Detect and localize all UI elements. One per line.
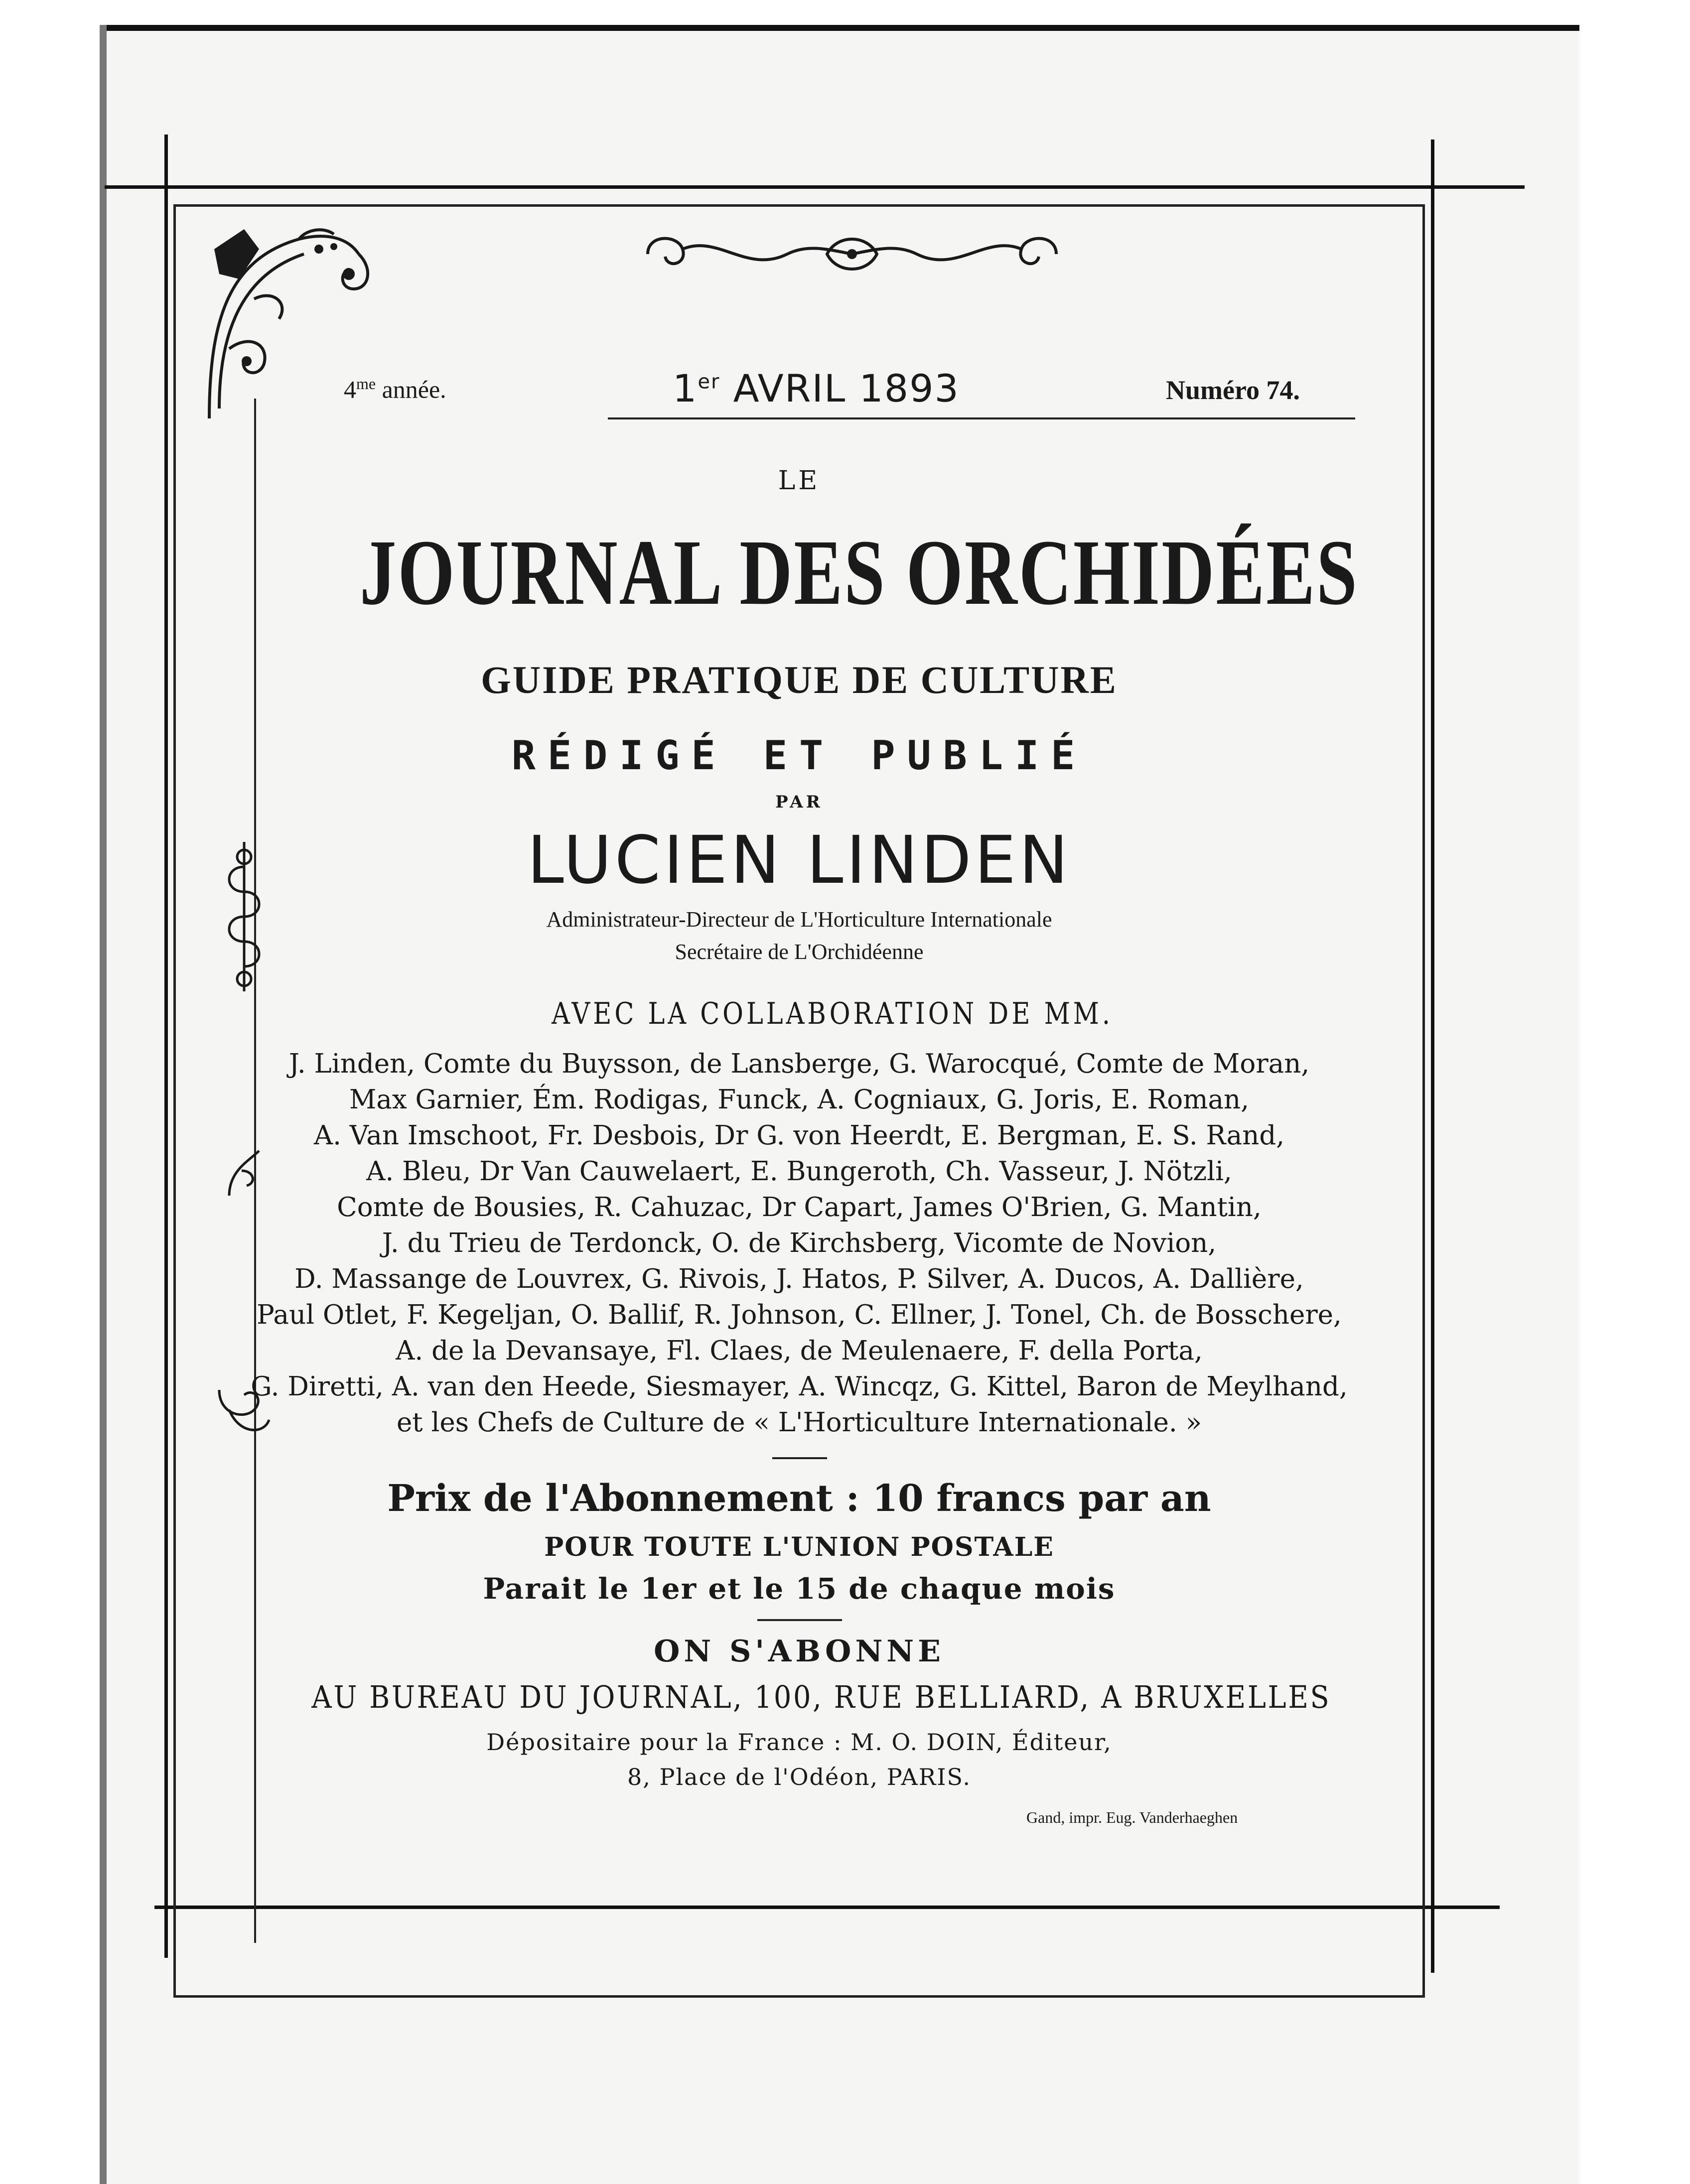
journal-subtitle: GUIDE PRATIQUE DE CULTURE [481, 658, 1118, 701]
collaboration-heading: AVEC LA COLLABORATION DE MM. [552, 996, 1114, 1031]
separator [772, 1457, 827, 1459]
left-rule [164, 135, 168, 1958]
collaborator-line: A. de la Devansaye, Fl. Claes, de Meulenaere, F. della Porta, [396, 1336, 1203, 1366]
paper-top-edge [100, 25, 1579, 31]
office-address: AU BUREAU DU JOURNAL, 100, RUE BELLIARD, A BRUXELLES [311, 1679, 1331, 1715]
author-role-1: Administrateur-Directeur de L'Horticulture Internationale [546, 907, 1052, 932]
collaborator-line: Max Garnier, Ém. Rodigas, Funck, A. Cogniaux, G. Joris, E. Roman, [349, 1085, 1250, 1115]
collaborator-line: D. Massange de Louvrex, G. Rivois, J. Hatos, P. Silver, A. Ducos, A. Dallière, [294, 1264, 1304, 1294]
header-rule [608, 417, 1355, 419]
journal-title: JOURNAL DES ORCHIDÉES [360, 520, 1359, 624]
title-article: LE [778, 466, 821, 496]
collaborator-line: A. Van Imschoot, Fr. Desbois, Dr G. von Heerdt, E. Bergman, E. S. Rand, [313, 1120, 1285, 1151]
collaborator-line: A. Bleu, Dr Van Cauwelaert, E. Bungeroth, Ch. Vasseur, J. Nötzli, [366, 1156, 1232, 1187]
depositary-address: 8, Place de l'Odéon, PARIS. [627, 1764, 972, 1790]
printer-credit: Gand, impr. Eug. Vanderhaeghen [1026, 1808, 1238, 1826]
author-name: LUCIEN LINDEN [527, 822, 1071, 899]
subscribe-heading: ON S'ABONNE [654, 1634, 945, 1669]
collaborator-line: Paul Otlet, F. Kegeljan, O. Ballif, R. Johnson, C. Ellner, J. Tonel, Ch. de Bosschere, [257, 1300, 1342, 1330]
subscription-price: Prix de l'Abonnement : 10 francs par an [387, 1477, 1211, 1520]
right-rule [1431, 139, 1434, 1973]
depositary-line: Dépositaire pour la France : M. O. DOIN, Éditeur, [486, 1729, 1112, 1756]
collaborator-line: J. du Trieu de Terdonck, O. de Kirchsberg, Vicomte de Novion, [382, 1228, 1217, 1258]
publication-frequency: Parait le 1er et le 15 de chaque mois [483, 1572, 1116, 1606]
collaborator-line: Comte de Bousies, R. Cahuzac, Dr Capart, James O'Brien, G. Mantin, [337, 1192, 1262, 1223]
paper-left-edge [100, 25, 107, 2184]
author-role-2: Secrétaire de L'Orchidéenne [675, 940, 924, 964]
collaborator-list [173, 1046, 1425, 1441]
year-label: $4^{me}$ année. [344, 375, 446, 404]
redige-line: RÉDIGÉ ET PUBLIÉ [511, 732, 1087, 779]
issue-number: Numéro 74. [1166, 375, 1300, 405]
issue-date: 1er AVRIL 1893 [673, 366, 960, 410]
collaborator-line: J. Linden, Comte du Buysson, de Lansberge, G. Warocqué, Comte de Moran, [288, 1049, 1310, 1079]
header-ornament-icon [638, 224, 1066, 284]
top-rule [105, 185, 1525, 189]
subscription-scope: POUR TOUTE L'UNION POSTALE [544, 1532, 1054, 1562]
collaborator-line: G. Diretti, A. van den Heede, Siesmayer, A. Wincqz, G. Kittel, Baron de Meylhand, [251, 1371, 1348, 1402]
collaborator-line: et les Chefs de Culture de « L'Horticulture Internationale. » [396, 1407, 1202, 1438]
par-line: PAR [775, 792, 823, 812]
separator-2 [757, 1619, 842, 1621]
